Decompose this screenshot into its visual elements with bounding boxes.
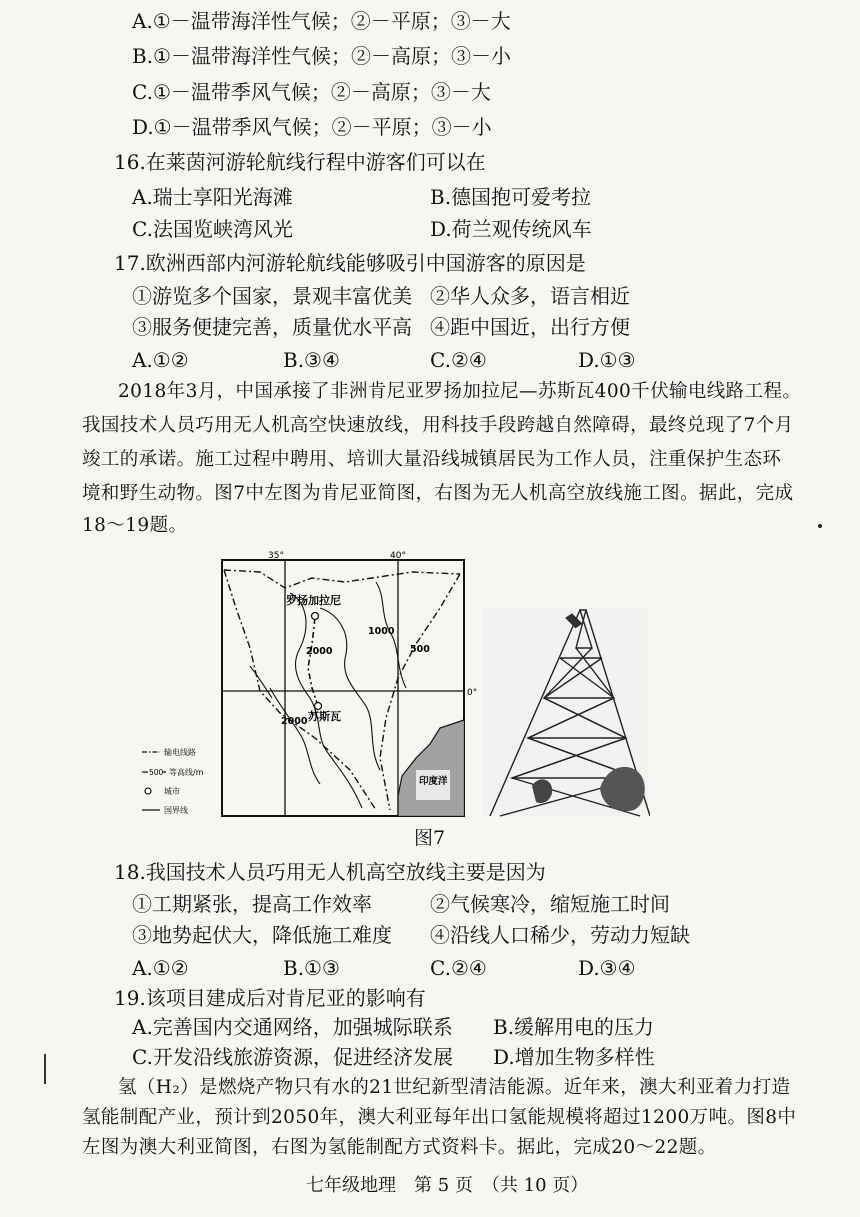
- q19-option-c: C.开发沿线旅游资源，促进经济发展: [132, 1045, 453, 1069]
- stray-dot: [818, 524, 822, 528]
- q16-stem: 16.在莱茵河游轮航线行程中游客们可以在: [114, 150, 486, 174]
- page-footer: 七年级地理 第 5 页 （共 10 页）: [306, 1175, 589, 1196]
- q18-item-2: ②气候寒冷，缩短施工时间: [430, 892, 670, 916]
- legend-contour: 等高线/m: [169, 768, 204, 777]
- q16-option-a: A.瑞士享阳光海滩: [132, 185, 293, 209]
- kenya-map: [142, 551, 477, 816]
- q16-option-c: C.法国览峡湾风光: [132, 217, 293, 241]
- lon-label-35: 35°: [268, 551, 284, 561]
- q15-option-a: A.①－温带海洋性气候；②－平原；③－大: [132, 9, 511, 33]
- lon-label-40: 40°: [390, 551, 406, 561]
- q17-option-c: C.②④: [430, 348, 487, 372]
- contour-2000-north: [290, 593, 362, 808]
- figure7-caption: 图7: [414, 827, 446, 849]
- passage1-line-4: 境和野生动物。图7中左图为肯尼亚简图，右图为无人机高空放线施工图。据此，完成: [82, 483, 794, 504]
- q17-item-1: ①游览多个国家，景观丰富优美: [132, 284, 412, 308]
- passage2-line-2: 氢能制配产业，预计到2050年，澳大利亚每年出口氢能规模将超过1200万吨。图8中: [82, 1107, 797, 1128]
- q19-option-a: A.完善国内交通网络，加强城际联系: [132, 1015, 453, 1039]
- contour-value-2000-south: 2000: [281, 716, 308, 727]
- q18-item-4: ④沿线人口稀少，劳动力短缺: [430, 923, 690, 947]
- drone-overlay: [650, 608, 720, 718]
- q18-option-a: A.①②: [132, 956, 189, 980]
- q15-option-d: D.①－温带季风气候；②－平原；③－小: [132, 115, 492, 139]
- q17-item-3: ③服务便捷完善，质量优水平高: [132, 315, 412, 339]
- legend-transmission: 输电线路: [164, 748, 196, 757]
- legend-contour-value: 500: [149, 768, 164, 777]
- q18-item-3: ③地势起伏大，降低施工难度: [132, 923, 392, 947]
- q19-option-b: B.缓解用电的压力: [493, 1015, 655, 1039]
- q16-option-d: D.荷兰观传统风车: [430, 217, 592, 241]
- q17-option-a: A.①②: [132, 348, 189, 372]
- q18-item-1: ①工期紧张，提高工作效率: [132, 892, 372, 916]
- lat-label-0: 0°: [467, 688, 478, 698]
- q17-option-b: B.③④: [283, 348, 340, 372]
- passage1-line-2: 我国技术人员巧用无人机高空快速放线，用科技手段跨越自然障碍，最终兑现了7个月: [82, 415, 794, 436]
- passage1-line-5: 18～19题。: [82, 515, 188, 536]
- map-legend: [142, 747, 204, 815]
- drone-construction-illustration: [482, 608, 650, 816]
- q18-stem: 18.我国技术人员巧用无人机高空放线主要是因为: [114, 860, 546, 884]
- q17-item-4: ④距中国近，出行方便: [430, 315, 630, 339]
- legend-city: 城市: [164, 787, 180, 796]
- ocean-label: 印度洋: [419, 776, 448, 787]
- q19-option-d: D.增加生物多样性: [493, 1045, 655, 1069]
- passage1-line-1: 2018年3月，中国承接了非洲肯尼亚罗扬加拉尼—苏斯瓦400千伏输电线路工程。: [118, 381, 802, 402]
- figure7: [140, 548, 650, 823]
- q19-stem: 19.该项目建成后对肯尼亚的影响有: [114, 986, 426, 1010]
- city-loyangalani-marker: [312, 613, 319, 620]
- q18-option-d: D.③④: [578, 956, 636, 980]
- q17-item-2: ②华人众多，语言相近: [430, 284, 630, 308]
- city-suswa-marker: [315, 703, 322, 710]
- contour-value-2000-north: 2000: [306, 646, 333, 657]
- q17-option-d: D.①③: [578, 348, 636, 372]
- q18-option-b: B.①③: [283, 956, 340, 980]
- contour-value-1000: 1000: [368, 626, 395, 637]
- passage1-line-3: 竣工的承诺。施工过程中聘用、培训大量沿线城镇居民为工作人员，注重保护生态环: [82, 449, 782, 470]
- q15-option-c: C.①－温带季风气候；②－高原；③－大: [132, 80, 491, 104]
- legend-border: 国界线: [164, 806, 188, 815]
- q15-option-b: B.①－温带海洋性气候；②－高原；③－小: [132, 44, 511, 68]
- q18-option-c: C.②④: [430, 956, 487, 980]
- contour-value-500: 500: [410, 644, 430, 655]
- city-loyangalani-label: 罗扬加拉尼: [286, 594, 341, 607]
- passage2-line-1: 氢（H₂）是燃烧产物只有水的21世纪新型清洁能源。近年来，澳大利亚着力打造: [118, 1077, 791, 1098]
- city-suswa-label: 苏斯瓦: [308, 710, 341, 723]
- passage2-line-3: 左图为澳大利亚简图，右图为氢能制配方式资料卡。据此，完成20～22题。: [82, 1137, 717, 1158]
- q17-stem: 17.欧洲西部内河游轮航线能够吸引中国游客的原因是: [114, 251, 586, 275]
- transmission-line: [308, 618, 318, 706]
- margin-mark: [44, 1054, 46, 1084]
- q16-option-b: B.德国抱可爱考拉: [430, 185, 592, 209]
